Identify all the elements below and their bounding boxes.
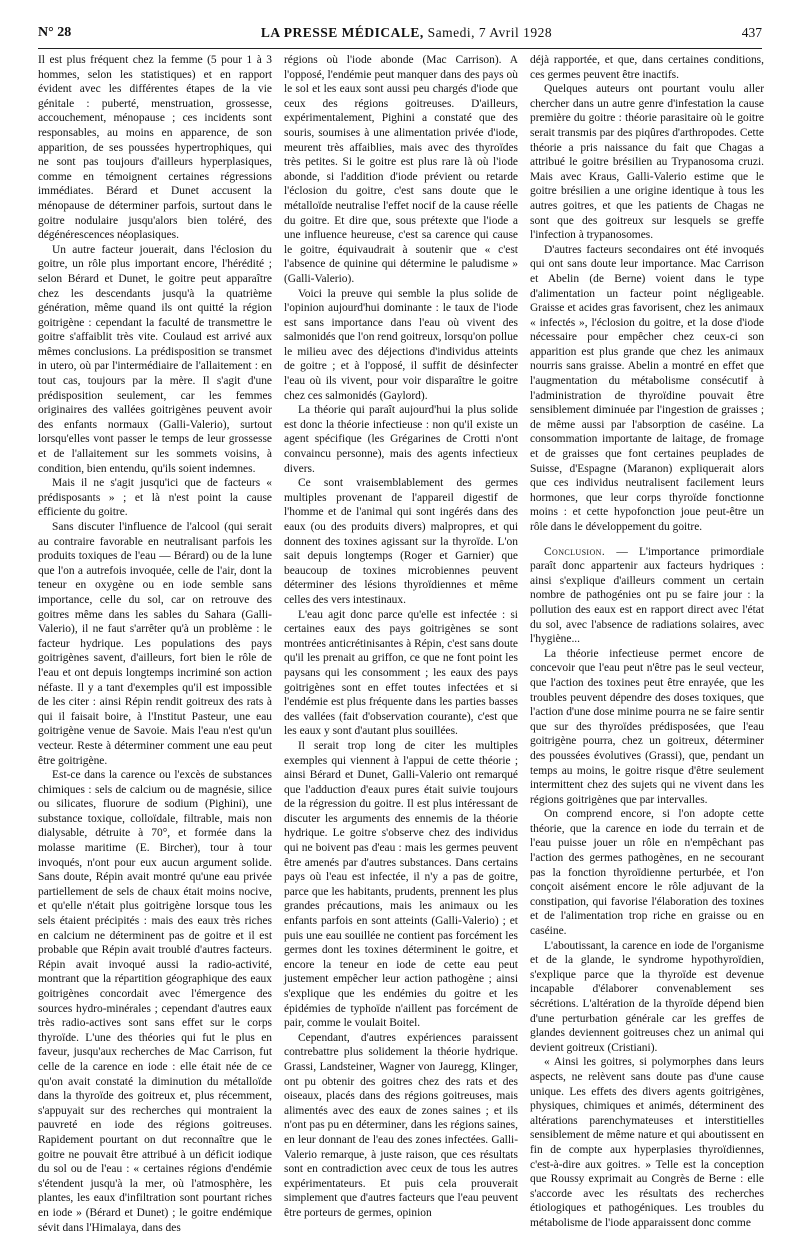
paragraph: D'autres facteurs secondaires ont été invoqués qui ont sans doute leur importance. Mac Carrison et Abelin (de Berne) voient dans le type d'alimentation un facteur point négligeable. Graisse et acides gras favorisent, chez les animaux « infectés », l'éclosion du goitre, et la dose d'iode nécessaire pour empêcher chez ceux-ci son apparition est plus grande que chez les animaux nourris sans graisse. Abelin a montré en effet que l'augmentation du métabolisme consécutif à l'administration de thyroïdine pouvait être sensiblement diminuée par l'ingestion de graisses ; de même aussi par l'absorption de caséine. La consommation importante de laitage, de fromage et de graisses que font certaines peuplades de Suisse, d'Espagne (Maranon) expliquerait alors que ces individus neutralisent facilement leurs hormones, que leur corps thyroïde fonctionne moins : et cette hypofonction joue peut-être un rôle dans le développement du goitre. — [530, 243, 764, 533]
conclusion-heading: Conclusion. — [544, 545, 606, 558]
paragraph: régions où l'iode abonde (Mac Carrison). A l'opposé, l'endémie peut manquer dans des pays où le sol et les eaux sont aussi peu chargés d'iode que ceux des régions goitreuses. D'ailleurs, expérimentalement, Pighini a constaté que des souris, soumises à une alimentation privée d'iode, meurent très affaiblies, mais avec des thyroïdes très petites. Si le goitre est plus rare là où l'iode abonde, si l'addition d'iode prévient ou retarde l'éclosion du goitre, c'est sans doute que le métalloïde neutralise l'effet nocif de la cause réelle du goitre. Et dire que, sous prétexte que l'iode a une influence heureuse, c'est sa carence qui cause le goitre, équivaudrait à soutenir que « c'est l'absence de quinine qui détermine le paludisme » (Galli-Valerio). — [284, 54, 518, 285]
column-1 — [38, 53, 272, 1234]
page-number: 437 — [741, 25, 762, 40]
paragraph: Ce sont vraisemblablement des germes multiples provenant de l'appareil digestif de l'homme et de l'animal qui sont ingérés dans des eaux (ou des produits divers) malpropres, et qui donnent des toxines agissant sur la thyroïde. L'on sait depuis longtemps (Roger et Garnier) que beaucoup de toxines microbiennes peuvent déterminer des lésions thyroïdiennes et même celles des vers intestinaux. — [284, 477, 518, 606]
text-columns — [38, 53, 764, 1234]
running-title — [261, 25, 552, 41]
journal-name: LA PRESSE MÉDICALE, — [260, 25, 424, 40]
paragraph: On comprend encore, si l'on adopte cette théorie, que la carence en iode du terrain et de l'eau puisse jouer un rôle en n'empêchant pas l'action des germes pathogènes, en ne secourant pas la fonction thyroïdienne perturbée, et l'on conçoit aisément encore le rôle adjuvant de la constipation, qui favorise l'élaboration des toxines et de l'alimentation trop riche en graisse ou en caséine. — [530, 808, 764, 938]
column-2 — [284, 53, 518, 1219]
column-3 — [530, 53, 764, 1229]
paragraph: Quelques auteurs ont pourtant voulu aller chercher dans un autre genre d'infestation la cause première du goitre : théorie parasitaire où le goitre serait transmis par des piqûres d'arthropodes. Cette théorie a pris naissance du fait que Chagas a attribué le goitre brésilien au Trypanosoma cruzi. Mais avec Kraus, Galli-Valerio estime que le goitre brésilien a une origine identique à tous les autres goitres, et que les patients de Chagas ne sont que des goitreux sur lesquels se greffe l'infection à trypanosomes. — [530, 83, 764, 242]
paragraph: « Ainsi les goitres, si polymorphes dans leurs aspects, ne relèvent sans doute pas d'une cause unique. Les effets des divers agents goitrigènes, physiques, chimiques et animés, déterminent des altérations parenchymateuses et interstitielles sensiblement de même nature et qui aboutissent en fin de compte aux hyperplasies thyroïdiennes, c'est-à-dire aux goitres. » Telle est la conception que Roussy exprimait au Congrès de Berne : elle s'accorde avec les résultats des recherches étiologiques et pathogéniques. Les troubles du métabolisme de l'iode apparaissent donc comme — [530, 1056, 764, 1229]
page-header — [38, 20, 762, 46]
paragraph: Il est plus fréquent chez la femme (5 pour 1 à 3 hommes, selon les statistiques) et en rapport évident avec les différentes étapes de la vie génitale : puberté, menstruation, grossesse, accouchement, ménopause ; ces incidents sont responsables, au moins en apparence, de son apparition, de ses poussées hypertrophiques, qui ne sont pas toujours d'ailleurs hyperplasiques, comme en témoignent certaines régressions immédiates. Bérard et Dunet accusent la ménopause de déterminer parfois, surtout dans le goitre nodulaire jusqu'alors bien toléré, des dégénérescences néoplasiques. — [38, 54, 272, 242]
paragraph: Un autre facteur jouerait, dans l'éclosion du goitre, un rôle plus important encore, l'hérédité ; selon Bérard et Dunet, le goitre peut apparaître chez les descendants jusqu'à la quatrième génération, même quand ils ont quitté la région goitrigène : cependant la faculté de transmettre le goitre s'affaiblit très vite. Coulaud est arrivé aux mêmes conclusions. La prédisposition se transmet in utero, où par l'intermédiaire de l'allaitement : en tout cas, toujours par la mère. Il s'agit d'une prédisposition seulement, car les femmes originaires des vallées goitrigènes peuvent avoir des enfants normaux (Galli-Valerio), surtout lorsqu'elles vont passer le temps de leur grossesse et de l'allaitement sur les sommets voisins, à condition, bien entendu, qu'ils soient indemnes. — [38, 243, 272, 475]
paragraph: L'aboutissant, la carence en iode de l'organisme et de la glande, le syndrome hypothyroïdien, s'explique parce que la thyroïde est devenue incapable d'élaborer convenablement ses sécrétions. L'altération de la thyroïde dépend bien d'une perturbation générale car les greffes de glandes deviennent goitreuses chez un animal qui devient goitreux (Cristiani). — [530, 939, 764, 1054]
paragraph: déjà rapportée, et que, dans certaines conditions, ces germes peuvent être inactifs. — [530, 54, 764, 81]
paragraph: Sans discuter l'influence de l'alcool (qui serait au contraire favorable en neutralisant parfois les produits toxiques de l'eau — Bérard) ou de la lune que l'on a autrefois invoquée, celle de l'air, dont la teneur en oxygène ou en iode semble sans importance, celle du sol, car on retrouve des goitres même dans les sables du Sahara (Galli-Valerio), il ne faut s'arrêter qu'à un problème : le facteur hydrique. Les populations des pays goitrigènes savent, d'ailleurs, fort bien le rôle de l'eau et ont depuis longtemps incriminé son action néfaste. Il y a tant d'exemples qu'il est impossible de les citer : ainsi Répin rendit goitreux des rats à qui il faisait boire, à l'Institut Pasteur, une eau goitrigène venue de Savoie. Mais l'eau n'est qu'un vecteur. Reste à déterminer comment une eau peut être goitrigène. — [38, 521, 272, 767]
conclusion-paragraph — [530, 545, 764, 647]
paragraph: Mais il ne s'agit jusqu'ici que de facteurs « prédisposants » ; et là n'est point la cause efficiente du goitre. — [38, 477, 272, 519]
issue-number: N° 28 — [38, 25, 72, 40]
header-rule — [38, 48, 762, 49]
paragraph: Il serait trop long de citer les multiples exemples qui viennent à l'appui de cette théorie ; ainsi Bérard et Dunet, Galli-Valerio ont remarqué que l'adduction d'eaux pures était suivie toujours de la régression du goitre. Il est plus intéressant de discuter les arguments des ennemis de la théorie hydrique. Le goitre s'observe chez des individus qui ne boivent pas d'eau : mais les germes peuvent être amenés par d'autres substances. Dans certains pays où l'eau est infectée, il n'y a pas de goitre, parce que les habitants, prudents, prennent les plus grandes précautions, mais les animaux ou les enfants parfois en sont atteints (Galli-Valerio) ; et puis une eau souillée ne contient pas forcément les germes dont les toxines déterminent le goitre, et encore la teneur en iode de cette eau peut justement empêcher leur action pathogène ; ainsi s'explique que les endémies du goitre et les épidémies de typhoïde n'aillent pas forcément de pair, comme le voulait Boitel. — [284, 739, 518, 1030]
paragraph: Voici la preuve qui semble la plus solide de l'opinion aujourd'hui dominante : le taux de l'iode est sans importance dans l'eau où vivent des salmonidés que l'on rend goitreux, lorsqu'on pollue le milieu avec des déjections d'individus atteints de goitre ; et à l'opposé, il suffit de désinfecter l'eau où ils vivent, pour voir disparaître le goitre chez ces salmonidés (Gaylord). — [284, 287, 518, 402]
conclusion-text: — L'importance primordiale paraît donc appartenir aux facteurs hydriques : ainsi s'explique d'ailleurs comment un certain nombre de pathogénies ont pu se faire jour : la pollution des eaux est en rapport direct avec l'état du sol, avec l'absence de radiations solaires, avec l'hygiène... — [530, 545, 764, 646]
paragraph: L'eau agit donc parce qu'elle est infectée : si certaines eaux des pays goitrigènes se sont montrées anticrétinisantes à Répin, c'est sans doute qu'il les prenait au griffon, ce que ne font point les paysans qui les consomment ; les eaux des pays goitrigènes sont en effet toutes infectées et si l'endémie est plus fréquente dans les parties basses des vallées (fait d'observation courante), c'est que les eaux y sont d'autant plus souillées. — [284, 608, 518, 738]
issue-date: Samedi, 7 Avril 1928 — [427, 25, 553, 40]
paragraph: La théorie qui paraît aujourd'hui la plus solide est donc la théorie infectieuse : non qu'il existe un agent spécifique (les Grégarines de Crotti n'ont convaincu personne), mais des agents infectieux divers. — [284, 404, 518, 475]
paragraph: La théorie infectieuse permet encore de concevoir que l'eau peut n'être pas le seul vecteur, que l'action des toxines peut être enrayée, que les troubles peuvent dépendre des doses toxiques, que l'action d'une dose minime pourra ne se faire sentir que sur des thyroïdes prédisposées, que l'eau goitrigène pourra, chez un goitreux, déterminer des poussées évolutives (Grassi), que, pendant un temps au moins, le goitre risque d'être seulement intermittent chez des sujets qui ne vivent dans les régions goitrigènes que par intervalles. — [530, 647, 764, 806]
paragraph: Cependant, d'autres expériences paraissent contrebattre plus solidement la théorie hydrique. Grassi, Landsteiner, Wagner von Jauregg, Klinger, ont pu obtenir des goitres chez des rats et des oiseaux, placés dans des régions goitreuses, mais alimentés avec des eaux de zones saines ; et ils n'ont pas pu en déterminer, dans les régions saines, en leur donnant de l'eau des zones infectées. Galli-Valerio remarque, à juste raison, que ces résultats sont en contradiction avec ceux de tous les autres expérimentateurs. Et puis cela prouverait simplement que d'autres facteurs que l'eau peuvent être porteurs de germes, opinion — [284, 1031, 518, 1219]
paragraph: Est-ce dans la carence ou l'excès de substances chimiques : sels de calcium ou de magnésie, silice ou silicates, fluorure de sodium (Pighini), une substance toxique, colloïdale, filtrable, mais non dialysable, détruite à 70°, et formée dans la molasse maritime (E. Bircher), tour à tour invoqués, n'ont pour eux aucun argument solide. Sans doute, Répin avait montré qu'une eau privée partiellement de sels de chaux était moins nocive, et qu'elle n'était plus goitrigène lorsque tous les sels étaient précipités : mais des eaux très riches en calcium ne déterminent pas de goitre et il est probable que Répin avait troublé d'autres facteurs. Répin avait invoqué aussi la radio-activité, montrant que la répartition géographique des eaux goitrigènes concordait avec l'émergence des sources hydro-minérales ; cependant d'autres eaux très radio-actives sont sans effet sur le corps thyroïde. L'une des théories qui fut le plus en faveur, jusqu'aux recherches de Mac Carrison, fut celle de la carence en iode : elle était née de ce qu'on avait constaté la diminution du métalloïde dans la thyroïde des goitreux et, plus récemment, s'appuyait sur des recherches qui montraient la pauvreté en iode des régions goitreuses. Rapidement pourtant on dut reconnaître que le goitre ne pouvait être attribué à un déficit iodique du sol ou de l'eau : « certaines régions d'endémie s'étendent jusqu'à la mer, où l'atmosphère, les plantes, les eaux d'infiltration sont pourtant riches en iode » (Bérard et Dunet) ; le goitre endémique sévit dans l'Himalaya, dans des — [38, 769, 272, 1234]
